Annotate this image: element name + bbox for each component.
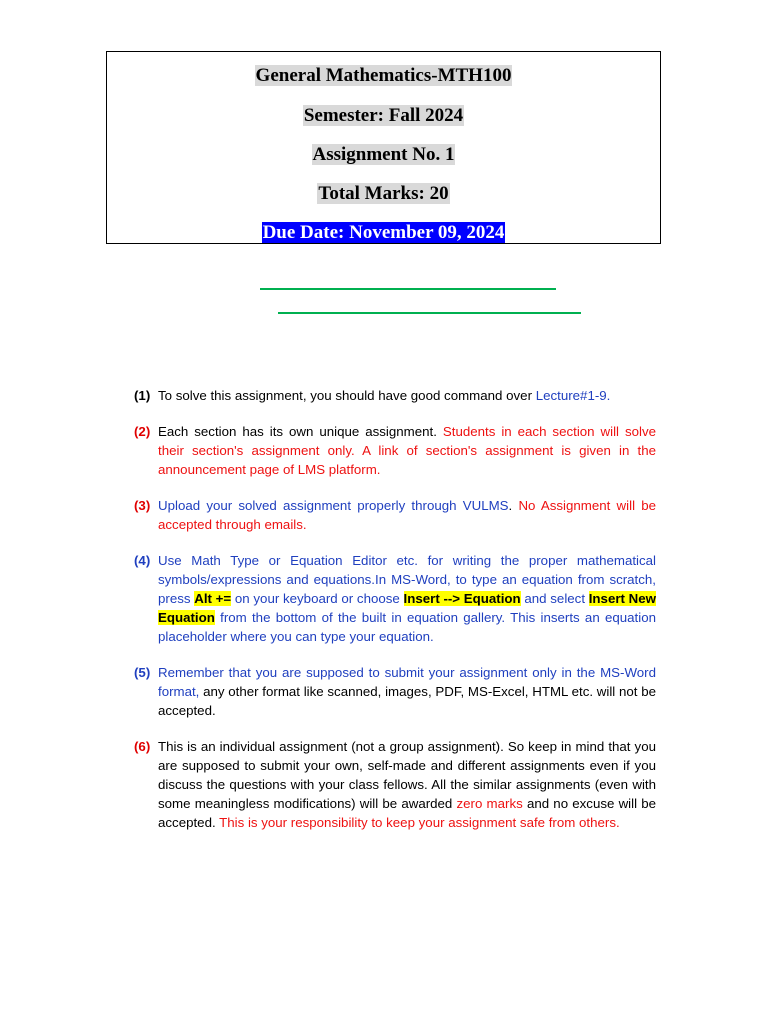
item-number: (4) [134,553,151,568]
item-4-highlight-alt: Alt += [194,591,232,606]
item-5-text: any other format like scanned, images, PDF, MS-Excel, HTML etc. will not be accepted. [158,684,656,718]
item-2-red-text: Students in each section will solve their section's assignment only. A link of section's assignment is given in the announcement page of LMS platform. [158,424,656,477]
header-box [106,51,661,244]
assignment-line [107,144,660,166]
item-6-zero-marks: zero marks [456,796,523,811]
list-item [134,496,656,534]
item-4-text-c: and select [520,591,589,606]
item-6-red-text: This is your responsibility to keep your assignment safe from others. [219,815,620,830]
assignment-text: Assignment No. 1 [312,144,455,165]
green-rule-1 [260,288,556,290]
marks-text: Total Marks: 20 [318,183,449,204]
due-date-text: Due Date: November 09, 2024 [262,222,505,243]
item-text [158,551,656,646]
item-text [158,386,656,405]
list-item [134,422,656,479]
item-text [158,663,656,720]
item-4-text-a: Use Math Type or Equation Editor etc. for writing the proper mathematical symbols/expressions and equations.In MS-Word, to type an equation from scratch, press [158,553,656,606]
semester-text: Semester: Fall 2024 [303,105,464,126]
item-number: (1) [134,388,151,403]
item-1-period: . [606,388,611,403]
item-text [158,496,656,534]
marks-line [107,183,660,205]
item-4-highlight-insert: Insert --> Equation [403,591,521,606]
list-item [134,663,656,720]
course-title [107,65,660,87]
item-4-text-d: from the bottom of the built in equation gallery. This inserts an equation placeholder where you can type your equation. [158,610,656,644]
item-2-text: Each section has its own unique assignment. [158,424,443,439]
item-number: (6) [134,739,151,754]
item-4-text-b: on your keyboard or choose [231,591,404,606]
semester-line [107,105,660,127]
item-3-blue-text: Upload your solved assignment properly through VULMS [158,498,509,513]
item-number: (5) [134,665,151,680]
instructions-list [134,386,656,849]
course-title-text: General Mathematics-MTH100 [255,65,512,86]
item-3-red-text: No Assignment will be accepted through emails. [158,498,657,532]
item-6-text-b: and no excuse will be accepted. [158,796,657,830]
item-1-lecture: Lecture#1-9 [535,388,607,403]
item-number: (2) [134,424,151,439]
item-3-sep: . [508,498,519,513]
item-text [158,422,656,479]
list-item [134,551,656,646]
list-item [134,737,656,832]
green-rule-2 [278,312,581,314]
item-6-text-a: This is an individual assignment (not a group assignment). So keep in mind that you are supposed to submit your own, self-made and different assignments even if you discuss the questions with your class fellows. All the similar assignments (even with some meaningless modifications) will be awarded [158,739,656,811]
item-4-highlight-new-equation: Insert New Equation [158,591,656,625]
item-5-blue-text: Remember that you are supposed to submit your assignment only in the MS-Word format, [158,665,656,699]
item-number: (3) [134,498,151,513]
due-date-line [107,222,660,244]
item-1-text: To solve this assignment, you should have good command over [158,388,536,403]
item-text [158,737,656,832]
list-item [134,386,656,405]
